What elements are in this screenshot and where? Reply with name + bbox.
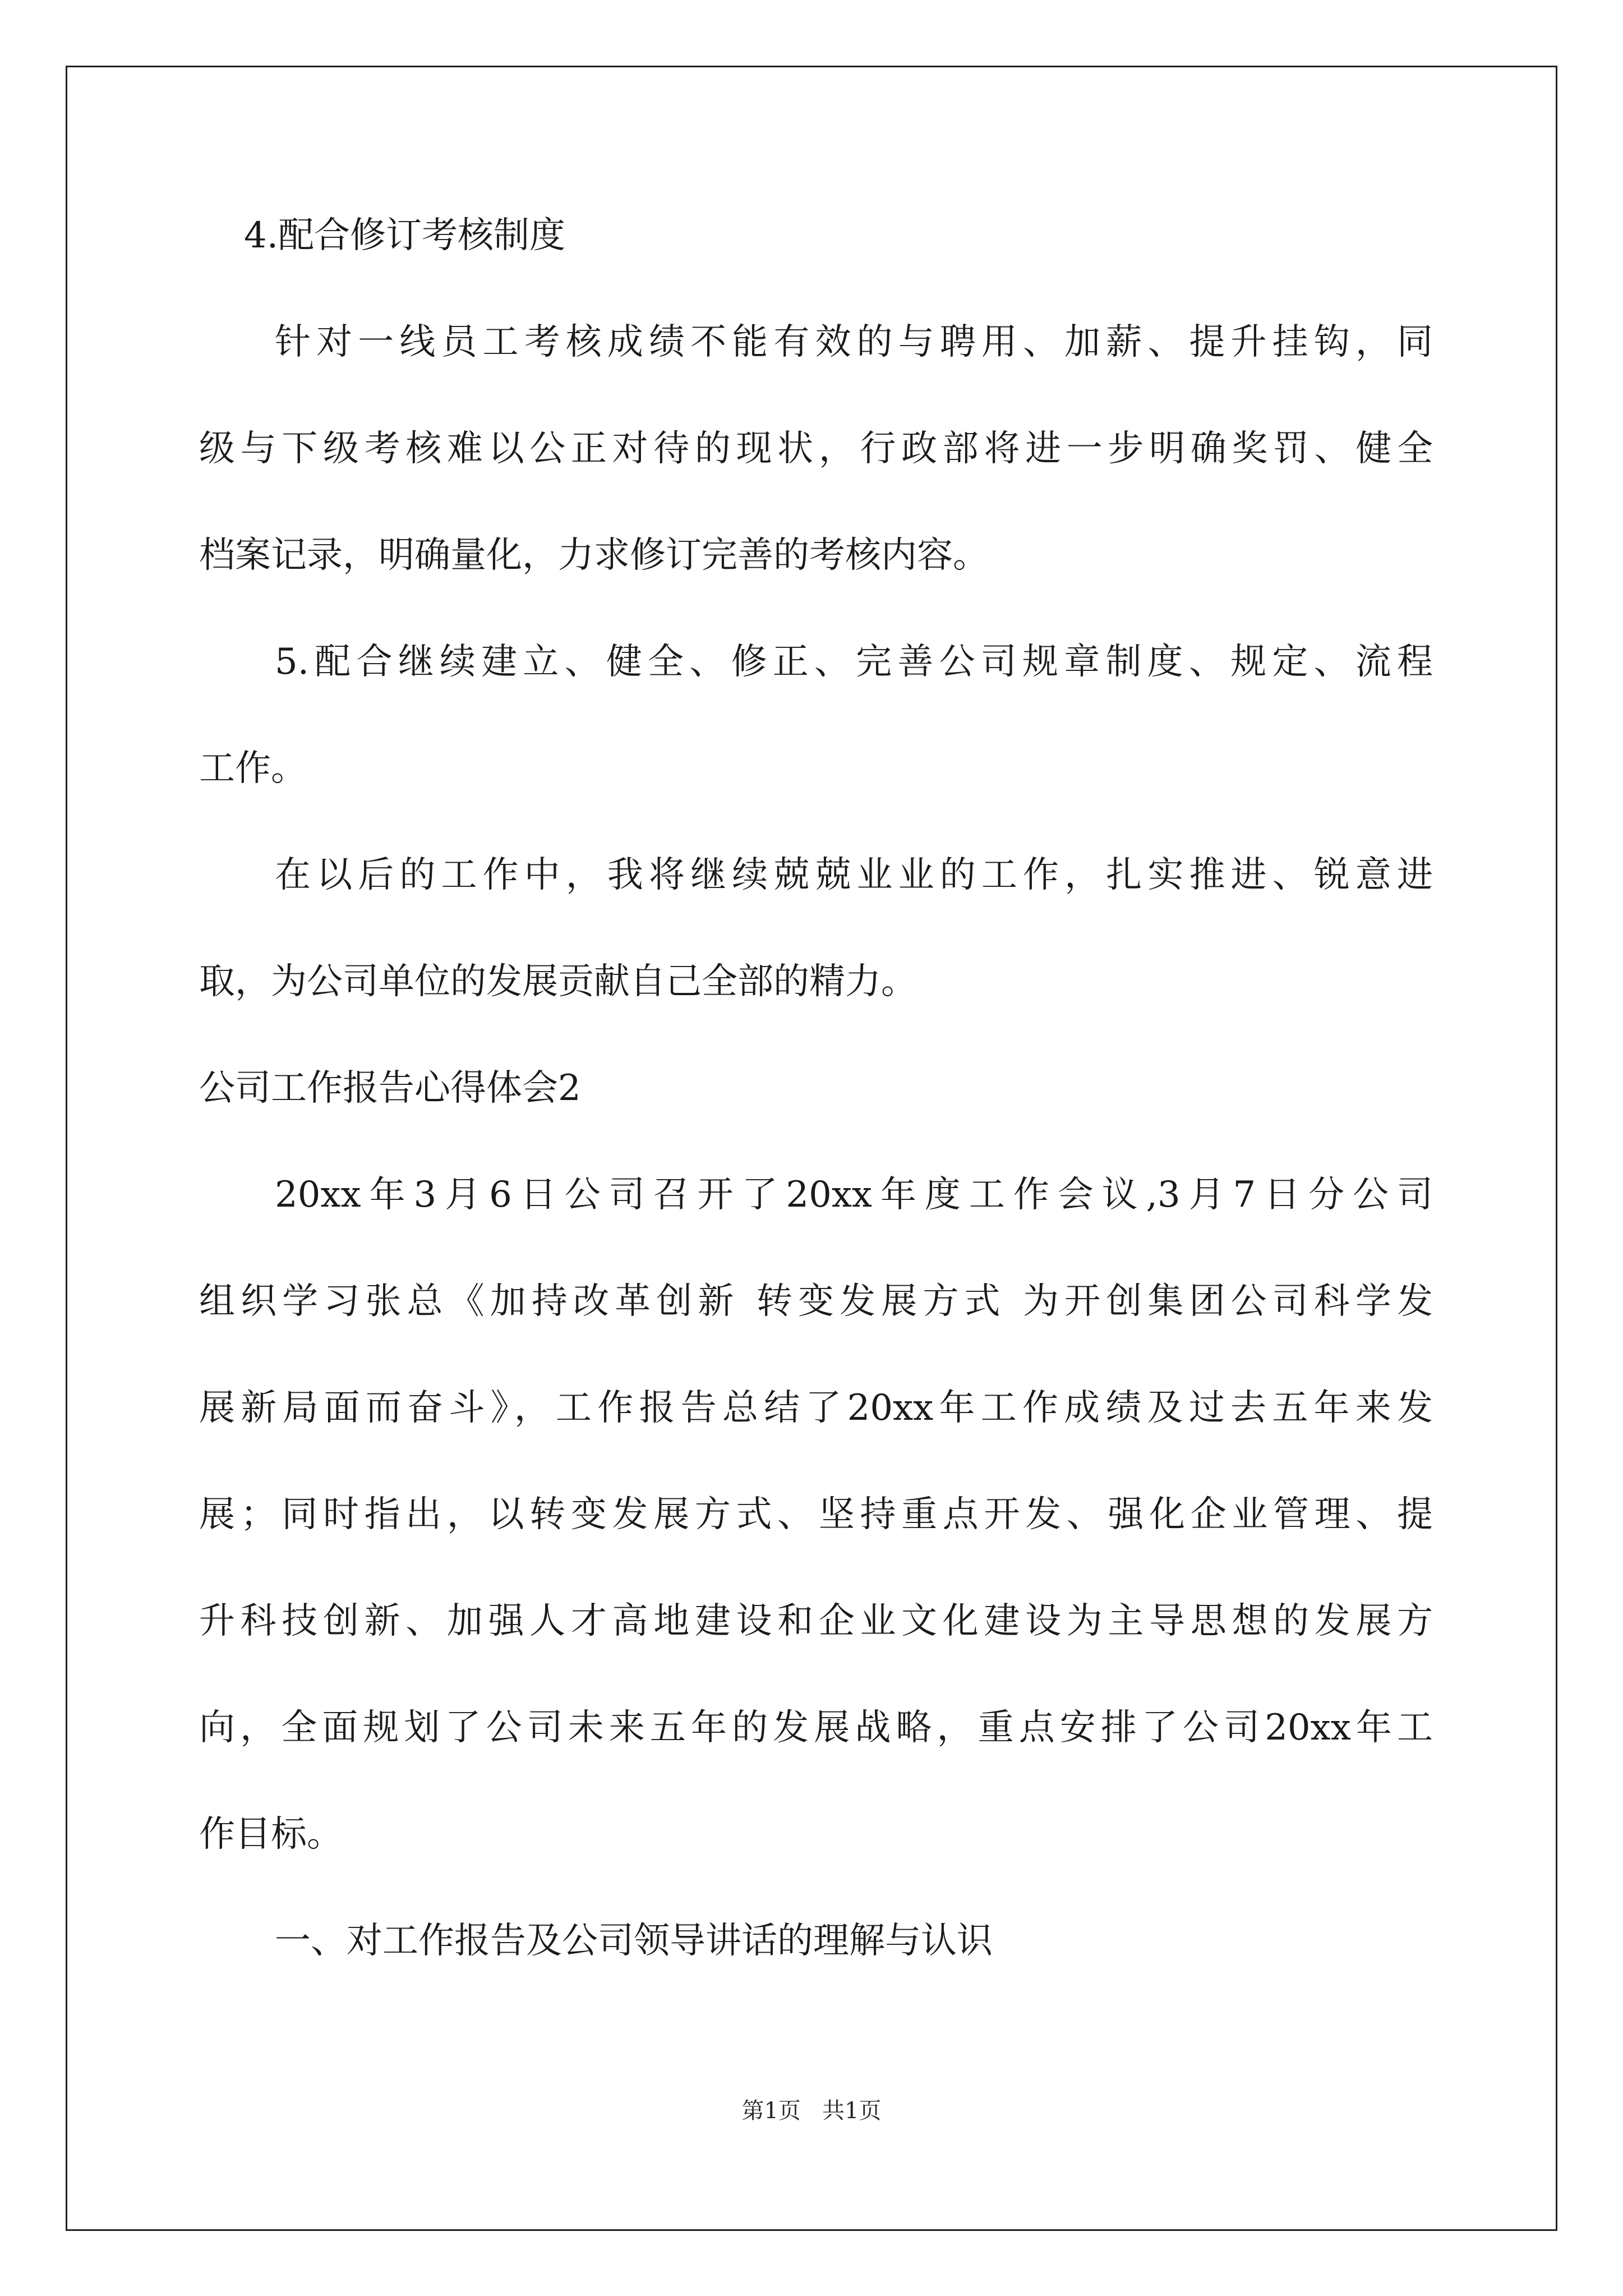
paragraph-line: 工作。 <box>199 748 307 789</box>
paragraph-line: 组织学习张总《加持改革创新 转变发展方式 为开创集团公司科学发 <box>199 1281 1433 1322</box>
paragraph-line: 向，全面规划了公司未来五年的发展战略，重点安排了公司20xx年工 <box>199 1707 1433 1749</box>
paragraph-line: 5.配合继续建立、健全、修正、完善公司规章制度、规定、流程 <box>275 641 1433 683</box>
section-title: 公司工作报告心得体会2 <box>199 1068 581 1109</box>
paragraph-line: 升科技创新、加强人才高地建设和企业文化建设为主导思想的发展方 <box>199 1600 1433 1642</box>
heading-item-4: 4.配合修订考核制度 <box>244 215 566 256</box>
paragraph-line: 针对一线员工考核成绩不能有效的与聘用、加薪、提升挂钩，同 <box>275 321 1433 363</box>
paragraph-line: 作目标。 <box>199 1814 343 1855</box>
subsection-heading: 一、对工作报告及公司领导讲话的理解与认识 <box>275 1920 993 1962</box>
page-border <box>66 66 1557 2231</box>
paragraph-line: 取，为公司单位的发展贡献自己全部的精力。 <box>199 961 917 1002</box>
paragraph-line: 展；同时指出，以转变发展方式、坚持重点开发、强化企业管理、提 <box>199 1494 1433 1535</box>
paragraph-line: 档案记录，明确量化，力求修订完善的考核内容。 <box>199 535 989 576</box>
paragraph-line: 20xx年3月6日公司召开了20xx年度工作会议,3月7日分公司 <box>275 1174 1433 1216</box>
paragraph-line: 在以后的工作中，我将继续兢兢业业的工作，扎实推进、锐意进 <box>275 854 1433 896</box>
paragraph-line: 级与下级考核难以公正对待的现状，行政部将进一步明确奖罚、健全 <box>199 428 1433 470</box>
page-footer: 第1页 共1页 <box>741 2098 882 2124</box>
paragraph-line: 展新局面而奋斗》，工作报告总结了20xx年工作成绩及过去五年来发 <box>199 1387 1433 1429</box>
